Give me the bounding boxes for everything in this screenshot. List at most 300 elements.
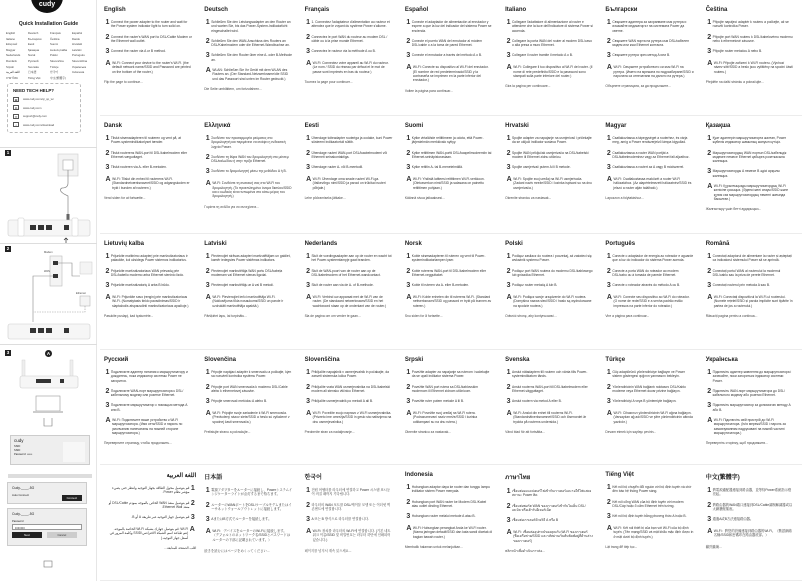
step-text: Συνδέστε τη θύρα WAN του δρομολογητή στο μόντεμ DSL/καλωδίου ή στην πρίζα Ethernet. [211,154,289,164]
step-number: A [105,176,111,184]
instruction-step [405,485,493,494]
step-text: Қуат адаптерін маршрутизаторға жалғап, Power жүйелік индикатор шамының жануын күтіңіз. [712,136,787,145]
language-title: Български [605,7,638,13]
step-number: A [707,294,713,302]
language-block [200,465,300,581]
step-number: A [306,60,312,68]
step-text: Csatlakoztassa a router WAN portját a DSL/kábelmodemhez vagy az Ethernet fali aljzathoz. [612,150,690,159]
step-number: 1 [306,253,310,260]
instruction-step [204,283,292,289]
step-number: 2 [707,267,712,275]
language-title: Deutsch [204,7,228,13]
wifi-network-name[interactable]: Cudy-____-5G [12,486,35,490]
instruction-step [605,370,693,379]
language-block [501,0,601,116]
language-block [601,234,701,350]
step-text: Güç adaptörünü yönlendiriciye bağlayın ve Power sistem göstergesi ışığının yanmasını bekleyin. [612,370,685,379]
step-text: Připojte router metodou A nebo B. [712,49,763,54]
step-text: Συνδέστε τον προσαρμογέα ρεύματος στο δρομολογητή και περιμένετε να ανάψει η ενδεικτική λυχνία Power. [211,136,286,149]
step-text: Podłącz router metodą A lub B. [512,283,558,288]
step-text: Свържете рутера чрез метод A или B. [612,53,671,58]
step-number: 3 [506,282,511,290]
step-text: Свържете адаптера за захранване към рутера и изчакайте индикаторът на системата Power да светне. [612,20,687,33]
instruction-step [305,20,393,29]
step-text: Připojte napájecí adaptér k routeru a počkejte, až se rozsvítí kontrolka Power. [712,20,789,29]
step-text: Wi-Fi: Ühendage oma seade ruuteri Wi-Fi-ga. (Vaikevõrgu nimi/SSID ja parool on trükitud ruuteri põhjale.) [312,177,386,190]
step-number: 2 [506,502,511,510]
step-text: Podłącz zasilacz do routera i poczekaj, aż zaświeci się wskaźnik systemu Power. [512,254,592,263]
language-index-item: Suomi [50,42,58,47]
instruction-step [405,177,493,190]
diagram-wifi-method [0,356,97,436]
step-text: Podłącz port WAN routera do modemu DSL/kablowego lub gniazdka Ethernet. [512,268,593,277]
step-number: 2 [406,267,411,275]
continue-note: พลิกหน้าเพื่อดำเนินการต่อ... [505,549,546,554]
cancel-button[interactable]: Cancel [47,532,77,538]
language-index-item: ภาษาไทย [6,75,18,80]
step-text: Wi-Fi: Підключіть свій пристрій до Wi-Fi маршрутизатора. (Ім'я мережі/SSID і пароль за замовчуванням надруковані на нижній частині маршрутизатора.) [713,418,786,435]
instruction-step [204,155,292,164]
instruction-step [706,20,794,29]
step-text: Anslut routerns WAN-port till DSL/kabelmodem eller Ethernet-vägguttaget. [512,384,588,393]
diagram-power-connection [0,148,97,243]
step-number: 3 [506,517,511,525]
step-text: Ühendage toiteadapter ruuteriga ja oodake, kuni Power süsteemi indikaatortuli süttib. [311,136,393,145]
step-text: Wi-Fi: Verbind uw apparaat met de Wi-Fi van de router. (De standaard netwerknaam/SSID en het wachtwoord staan op de onderkant van de router.) [312,295,387,308]
instruction-step [706,529,794,538]
diagram-step-1-badge: 1 [6,150,10,155]
language-title: Lietuvių kalba [104,241,145,247]
instruction-step [706,254,794,263]
ethernet-wall-outlet [80,296,90,306]
step-text: Wi-Fi：デバイスをルーターのWi-Fiに接続します。（デフォルトのネットワーク名/SSIDとパスワードはルーターの下部に記載されています。） [212,529,291,542]
help-item-text[interactable]: www.cudy.com [23,105,42,110]
continue-note: Prelistujte stranu a pokračujte... [204,430,251,435]
step-text: Wi-Fi: Pievienojiet ierīci maršrutētāja Wi-Fi. (Noklusējuma tīkla nosaukums/SSID un parole ir uzdrukāti maršrutētāja apakšā.) [212,295,284,308]
power-cable [60,170,68,218]
instruction-step [405,65,493,82]
continue-note: Přejděte na další stránku a pokračujte... [705,80,764,85]
step-number: 1 [506,369,511,376]
connect-button[interactable]: Connect [62,495,82,501]
step-text: Conecte el puerto WAN del enrutador al módem DSL/cable o a la toma de pared Ethernet. [411,38,482,48]
language-block [301,350,401,465]
language-block [601,350,701,465]
instruction-step [104,165,192,171]
continue-note: Die Seite umblättern, um fortzufahren... [204,86,262,91]
language-index-item: Português [72,53,85,58]
language-instructions-grid [100,0,802,581]
step-text: Conecte el enrutador a través del método A o B. [411,53,482,58]
instruction-step [305,269,393,278]
continue-note: Käännä sivua jatkaaksesi... [404,196,445,201]
continue-note: Răsuciți pagina pentru a continua... [705,314,758,319]
browser-window-icon [44,418,52,426]
language-title: Latviski [204,241,227,247]
step-text: Connectez le port WAN du routeur au modem DSL / câble ou à la prise murale Ethernet. [311,34,388,43]
language-title: Română [705,241,730,247]
step-text: Pripojte napájací adaptér k smerovaču a počkajte, kým sa rozsvieti kontrolka systému Power. [211,370,292,379]
step-number: 1 [707,253,712,260]
tech-help-box [7,83,81,133]
instruction-step [706,389,794,398]
step-text: Schließen Sie den WAN-Anschluss des Routers an DSL/Kabelmodem oder die Ethernet-Wandbuchse an. [211,38,290,48]
instruction-step [505,411,593,424]
instruction-step [104,370,192,383]
language-index-item: Svenska [28,64,39,69]
language-index-item: Dansk [72,36,80,41]
admin-ssid-2: SSID: [14,449,21,452]
language-index-item: 中文(繁體字) [50,75,66,80]
instruction-step [104,254,192,263]
language-index-item: English [6,31,16,35]
language-block [501,116,601,234]
left-panel [0,0,97,581]
password-input[interactable]: ••••••• [12,524,82,530]
instruction-step [305,385,393,394]
language-title: Nederlands [304,241,338,247]
step-text: Подключите маршрутизатор с помощью метода A или B. [110,403,188,412]
step-text: Schließen Sie den Leistungsadapter an den Router an und warten Sie, bis das Power-System-Indikatorlicht eingeschaltet wird. [211,20,291,33]
language-index [6,31,94,81]
step-text: Wi-Fi：將您的設備連接到路由器的Wi-Fi。（默認網絡名稱/SSID和密碼印在路由器底部。） [713,529,792,538]
step-text: Маршрутизаторды A немесе B әдісі арқылы жалғаңыз. [712,169,780,178]
step-number: 2 [506,383,511,391]
step-number: 2 [707,33,712,41]
step-text: 將路由器的WAN端口連接到DSL/Cable調制解調器或以太網牆壁插座。 [712,502,793,511]
step-text: Kytke reititin A- tai B-menetelmällä. [411,165,463,170]
step-number: 1 [306,369,310,376]
instruction-step [706,295,794,308]
step-number: A [205,67,211,75]
step-number: 3 [205,516,210,524]
step-number: 3 [306,164,310,172]
instruction-step [505,20,593,33]
step-number: A [606,176,612,184]
instruction-step [305,295,393,308]
instruction-step [104,418,192,435]
step-text: Pievienojiet maršrutētāja WAN portu DSL/kabeļa modemam vai Ethernet sienas ligzdai. [211,268,283,277]
step-number: 1 [306,135,310,142]
instruction-step [605,165,693,171]
instruction-step [305,488,393,497]
language-block [100,350,200,465]
language-block [301,465,401,581]
instruction-step [204,385,292,394]
language-title: Svenska [505,357,530,363]
instruction-step [706,403,794,412]
step-number: 1 [406,484,411,491]
language-index-item: Latviski [72,47,82,52]
instruction-step [706,517,794,523]
continue-note: 페이지를 넘겨서 계속 읽으세요... [304,549,352,554]
next-button[interactable]: Next [12,532,42,538]
step-number: A [105,417,111,425]
step-number: 2 [406,149,411,157]
continue-note: Okrenite stranicu za nastavak... [505,196,552,201]
help-item[interactable] [13,95,75,104]
instruction-step [405,165,493,171]
language-index-item: Български [28,36,42,41]
step-number: 3 [406,398,411,406]
step-number: 1 [205,369,210,376]
language-block [100,116,200,234]
instruction-step [505,177,593,190]
language-block [100,234,200,350]
step-text: Ühendage ruuter A- või B-meetodil. [311,165,363,170]
language-index-item: اللغة العربية [6,70,20,75]
step-text: Spojite usmjerivač putem A ili B metode. [512,165,571,170]
continue-note: Vänd blad för att fortsätta... [505,430,545,435]
step-text: Wi-Fi: Cihazınızı yönlendiricinin Wi-Fi ağına bağlayın. (Varsayılan ağ adı/SSID ve şifre yönlendiricinin altında yazılıdır.) [613,411,693,424]
step-number: 3 [306,516,310,524]
step-text: Wi-Fi: Свържете устройството си към Wi-Fi на рутера. (Името на мрежата по подразбиране/SSID и паролата са отпечатани на дъното на рутера.) [613,65,694,79]
step-text: Priključite usmerjevalnik po metodi A ali B. [311,399,374,404]
language-block [401,465,501,581]
step-number: 1 [707,487,712,494]
step-number: 2 [707,501,712,509]
instruction-step [505,269,593,278]
step-text: Collegare l'adattatore di alimentazione al router e attendere che la luce dell'indicatore di sistema Power si accenda. [512,20,593,33]
instruction-step [305,517,393,523]
diagram-step-3-badge: 3 [6,350,10,355]
instruction-step [706,488,794,497]
step-text: Kytke virtalähde reitittimeen ja odota, että Power-järjestelmän merkkivalo syttyy. [411,136,484,145]
step-number: 2 [406,498,411,506]
step-number: 3 [105,282,110,290]
language-title: Türkçe [605,357,626,363]
step-number: A [506,410,512,418]
divider [0,344,97,345]
instruction-step [204,295,292,308]
step-text: ルーターのWANポートをDSL/ケーブルモデムまたはイーサネットウォールアウトレットに接続します。 [211,502,292,511]
step-number: 3 [105,402,110,410]
language-title: Dansk [104,123,123,129]
step-text: Povežite ruter putem metode A ili B. [411,399,464,404]
step-text: Conecte el adaptador de alimentación al enrutador y espere a que la luz del indicador del sistema Power se encienda. [411,20,492,33]
instruction-step [204,169,292,175]
step-text: Kết nối bộ định tuyến bằng phương thức A hoặc B. [612,514,687,519]
instruction-step [204,136,292,149]
step-number: 2 [205,383,210,391]
instruction-step [706,503,794,512]
step-text: เชื่อมต่ออะแดปเตอร์ไฟเข้ากับเราเตอร์และรอให้ไฟแสดงสถานะ Power ติด [512,489,592,498]
step-text: Pievienojiet strāvas adapteri maršrutētājam un gaidiet, kamēr iedegsies Power sistēmas indikators. [211,254,291,263]
step-number: 3 [105,164,110,172]
step-text: Wi-Fi: Conecte seu dispositivo ao Wi-Fi do roteador. (O nome de rede/SSID e a senha padrão estão impressos na parte inferior do roteador.) [613,295,690,308]
language-index-item: Français [50,31,61,35]
instruction-step [104,151,192,160]
language-block [601,0,701,116]
instruction-step [204,53,292,62]
instruction-step [505,399,593,405]
step-number: 3 [205,52,210,60]
instruction-step [305,529,393,542]
language-index-item: Hrvatski [72,42,83,47]
help-item-text[interactable]: www.cudy.com/download [23,122,55,127]
step-number: A [189,526,195,534]
step-text: Priključite vrata WAN usmerjevalnika na DSL/kabelski modem ali stensko vtičnico Ethernet. [311,384,390,393]
instruction-step [505,295,593,308]
step-text: 라우터의 WAN 포트를 DSL/케이블 모뎀 또는 이더넷 벽 콘센트에 연결합니다. [311,502,391,511]
language-block [301,0,401,116]
step-number: 1 [306,19,310,26]
language-title: Indonesia [404,472,433,478]
instruction-step [605,485,693,494]
step-text: Hubungkan router melalui metode A atau B. [411,514,476,519]
help-item[interactable] [13,121,75,130]
step-number: A [707,60,713,68]
step-text: AまたはB方式でルーターを接続します。 [211,517,272,522]
step-text: Wi-Fi: Подключите ваше устройство к Wi-Fi маршрутизатора. (Имя сети/SSID и пароль по умолчанию напечатаны на нижней стороне маршрутизатора.) [112,418,183,435]
step-number: 1 [606,369,611,376]
instruction-step [605,39,693,48]
instruction-step [305,283,393,289]
step-number: 2 [606,37,611,45]
continue-note: Переверните страницу, чтобы продолжить... [104,441,172,446]
step-number: 2 [105,387,110,395]
instruction-step [505,504,593,513]
language-index-item: Čeština [50,36,60,41]
step-number: A [406,176,412,184]
instruction-step [605,411,693,424]
admin-logo: cudy [14,438,24,443]
instruction-step [405,39,493,48]
language-block [401,116,501,234]
step-number: 2 [105,33,110,41]
step-number: 1 [606,484,611,491]
language-block [501,465,601,581]
language-title: Magyar [605,123,627,129]
language-title: Қазақша [705,123,731,129]
instruction-step [305,136,393,145]
step-number: A [506,176,512,184]
language-block [702,116,802,234]
language-block [100,465,200,581]
language-index-item: Italiano [6,36,16,41]
step-text: Wi-Fi: Hubungkan perangkat Anda ke Wi-Fi router. (Nama jaringan default/SSID dan kata sandi dicetak di bagian bawah router.) [412,526,493,539]
step-number: A [406,525,412,533]
instruction-step [305,61,393,74]
language-title: Tiếng Việt [605,472,634,478]
step-text: Koble ruterens WAN-port til DSL/kabelmodem eller Ethernet-vegguttaket. [411,268,487,277]
step-number: 3 [707,516,712,524]
instruction-step [405,411,493,424]
step-number: 3 [506,398,511,406]
language-index-item: Deutsch [28,31,39,35]
step-text: Schließen Sie den Router über eine A- oder B-Methode an. [211,53,293,62]
step-number: 1 [606,135,611,142]
instruction-step [204,254,292,263]
language-title: Italiano [505,7,527,13]
language-block [702,350,802,465]
language-index-item: Español [72,31,83,35]
step-number: 3 [306,398,310,406]
step-text: Connect the router via A or B method. [110,49,166,54]
instruction-step [706,151,794,164]
help-item-text[interactable]: www.cudy.com/qr_sp_wr [23,97,54,102]
instruction-step [505,518,593,524]
step-text: Sluit de voedingsadapter aan op de router en wacht tot het Power-systeemlampje gaat branden. [311,254,392,263]
step-number: 3 [707,402,712,410]
step-text: Wi-Fi: Povežite svojo napravo z Wi-Fi usmerjevalnika. (Privzeto ime omrežja/SSID in geslo sta natisnjena na dnu usmerjevalnika.) [312,411,392,424]
step-number: 2 [707,149,712,157]
step-number: 2 [506,267,511,275]
step-text: Wi-Fi: Құрылғыңызды маршрутизатордың Wi-Fi желісіне қосыңыз. (Әдепкі желі атауы/SSID және құпия сөз маршрутизатордың төменгі жағында басылған.) [713,184,789,201]
step-number: 1 [707,19,712,26]
instruction-step [305,35,393,44]
instruction-step [204,411,292,424]
step-number: 3 [306,48,310,56]
step-text: Sluit de WAN-poort van de router aan op de DSL/kabelmodem of het Ethernet-wandcontact. [311,268,381,277]
instruction-step [505,283,593,289]
continue-note: Membalik halaman untuk melanjutkan... [404,545,463,550]
step-number: 3 [606,282,611,290]
step-text: Wi-Fi: Povežite svoj uređaj na Wi-Fi rutera. (Podrazumevani naziv mreže/SSID i lozinka odštampani su na dnu rutera.) [412,411,478,424]
step-number: 1 [306,487,310,494]
step-number: 3 [707,282,712,290]
instruction-step [505,370,593,379]
instruction-step [204,517,292,523]
instruction-step [305,370,393,379]
computer-icon [42,560,54,568]
step-number: A [707,528,713,536]
step-number: 3 [406,513,411,521]
continue-note: Lehe pööramiseks jätkake... [304,196,346,201]
step-text: Tilslut routerens WAN-port til DSL/kabelmodem eller Ethernet-vægudtaget. [110,150,188,159]
continue-note: Обърнете страницата, за да продължите... [605,84,671,89]
step-text: Свържете WAN порта на рутера към DSL/кабелен модем или към Ethernet контакта. [612,38,689,48]
language-index-item: Magyar [6,47,16,52]
instruction-step [405,136,493,145]
step-number: 1 [707,369,712,376]
instruction-step [104,61,192,74]
step-text: WLAN: Schließen Sie Ihr Gerät mit dem WLAN des Routers an. (Der Standard-Netzwerkname/die SSID und das Passwort sind unten im Router gedruckt.) [212,68,289,81]
instruction-step [305,503,393,512]
step-text: 將電源適配器連接到路由器，並等待Power系統指示燈亮起。 [712,488,792,497]
help-item[interactable] [13,104,75,113]
step-number: A [306,528,312,536]
step-number: 2 [707,387,712,395]
instruction-step [405,370,493,379]
help-item[interactable] [13,112,75,121]
step-number: 1 [205,253,210,260]
help-item-text[interactable]: support@cudy.com [23,114,47,119]
step-number: A [506,529,512,537]
step-text: Wi-Fi: Koble enheten din til ruterens Wi-Fi. (Standard nettverksnavn/SSID og passord er trykt på bunnen av ruteren.) [412,295,492,308]
step-text: Koble til ruteren via A- eller B-metoden. [411,283,470,288]
step-text: Spojite WAN priključak usmjerivača na DSL/kabelski modem ili Ethernet zidnu utičnicu. [512,150,589,159]
auto-connect-checkbox[interactable]: Auto Connect [12,493,29,497]
instruction-step [104,283,192,289]
step-text: Csatlakoztassa a tápegységet a routerhez, és várja meg, amíg a Power rendszerjelző lámpa kigyullad. [612,136,688,145]
language-index-item: Қазақша [28,47,40,52]
step-text: Hubungkan adaptor daya ke router dan tunggu lampu indikator sistem Power menyala. [411,485,491,494]
step-text: Tilslut strømadapteren til routeren og vent på, at Power-systemindikatorlyset tænder. [110,136,181,145]
step-number: 2 [306,383,310,391]
step-number: 3 [406,52,411,60]
instruction-step [605,20,693,33]
step-number: 3 [105,48,110,56]
instruction-step [305,177,393,190]
step-number: A [707,417,713,425]
step-number: A [406,410,412,418]
language-index-item: Русский [28,58,39,63]
step-text: Conectați routerul prin metoda A sau B. [712,283,770,288]
step-text: Připojte port WAN routeru k DSL/kabelovému modemu nebo k ethernetové zásuvce. [712,34,793,43]
language-title: Slovenčina [204,357,236,363]
step-number: A [205,410,211,418]
